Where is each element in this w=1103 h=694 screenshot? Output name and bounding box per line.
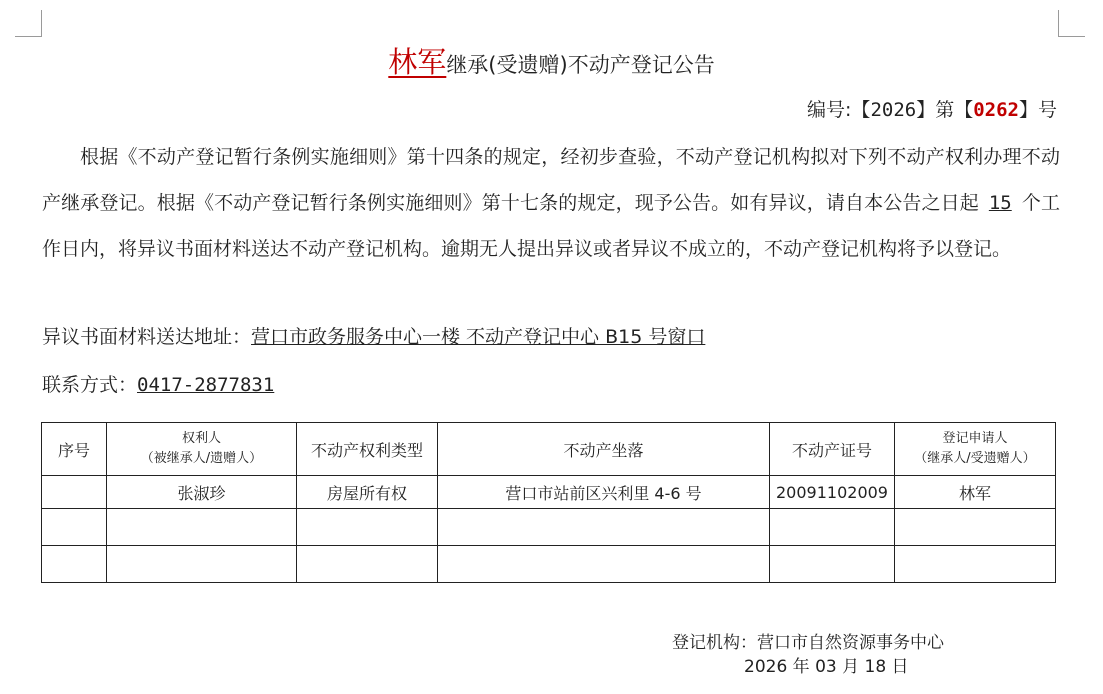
cell-location: 营口市站前区兴利里 4-6 号 [438,476,770,509]
header-applicant-sublabel: （继承人/受遗赠人） [914,451,1036,466]
cell-applicant: 林军 [895,476,1056,509]
title-text: 继承(受遗赠)不动产登记公告 [446,53,715,77]
contact-label: 联系方式： [42,374,138,396]
cell-holder: 张淑珍 [107,476,297,509]
doc-number-suffix: 】号 [1018,99,1057,121]
empty-cell [895,546,1056,583]
doc-number-prefix: 编号:【 [807,99,871,121]
objection-days: 15 [988,192,1012,214]
page-corner-mark-top-right [1058,10,1085,37]
announcement-body [42,134,1060,272]
empty-cell [770,509,895,546]
table-row-empty [42,546,1056,583]
objection-address-label: 异议书面材料送达地址： [42,326,252,348]
document-number [807,95,1057,122]
objection-address-line [42,322,705,349]
doc-number-value: 0262 [973,99,1019,121]
empty-cell [107,546,297,583]
table-header-row [42,423,1056,476]
body-text-part2: 个工作日内，将异议书面材料送达不动产登记机构。逾期无人提出异议或者异议不成立的，不动产登记机构将予以登记。 [42,192,1060,260]
empty-cell [42,509,107,546]
body-paragraph [42,134,1060,272]
header-seq: 序号 [42,423,107,476]
contact-line [42,370,274,397]
page-corner-mark-top-left [15,10,42,37]
header-holder-label: 权利人 [181,431,221,446]
table-row [42,476,1056,509]
empty-cell [770,546,895,583]
cell-seq [42,476,107,509]
header-holder-sublabel: （被继承人/遗赠人） [140,451,263,466]
header-holder [107,423,297,476]
title-person-name: 林军 [388,45,447,79]
body-text-part1: 根据《不动产登记暂行条例实施细则》第十四条的规定，经初步查验，不动产登记机构拟对下列不动产权利办理不动产继承登记。根据《不动产登记暂行条例实施细则》第十七条的规定，现予公告。如有异议，请自本公告之日起 [42,146,1060,214]
header-applicant-label: 登记申请人 [942,431,1008,446]
doc-number-middle: 】第【 [916,99,974,121]
property-table [41,422,1056,583]
empty-cell [438,546,770,583]
objection-address-value: 营口市政务服务中心一楼 不动产登记中心 B15 号窗口 [251,326,706,348]
empty-cell [297,509,438,546]
empty-cell [895,509,1056,546]
doc-number-year: 2026 [870,99,917,121]
empty-cell [107,509,297,546]
header-right-type: 不动产权利类型 [297,423,438,476]
empty-cell [297,546,438,583]
header-applicant [895,423,1056,476]
announcement-date: 2026 年 03 月 18 日 [744,657,909,677]
empty-cell [438,509,770,546]
cell-cert-no: 20091102009 [770,476,895,509]
cell-right-type: 房屋所有权 [297,476,438,509]
empty-cell [42,546,107,583]
announcement-title [0,40,1103,81]
header-location: 不动产坐落 [438,423,770,476]
contact-phone: 0417-2877831 [137,374,275,396]
header-cert-no: 不动产证号 [770,423,895,476]
table-row-empty [42,509,1056,546]
registration-authority: 登记机构：营口市自然资源事务中心 [672,633,944,653]
